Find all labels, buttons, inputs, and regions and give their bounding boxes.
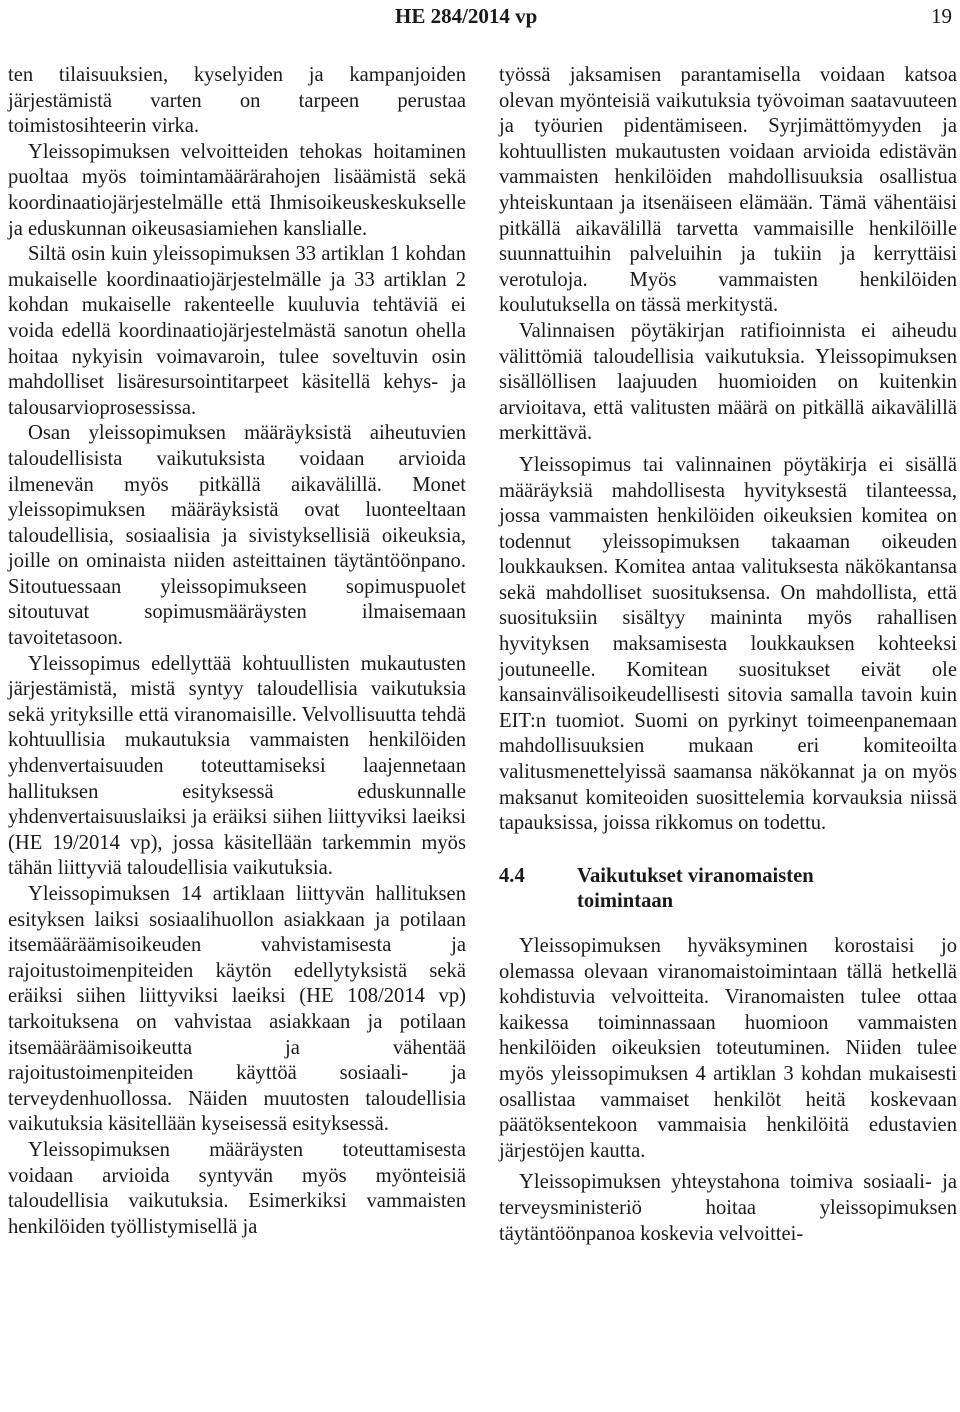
section-number: 4.4 <box>499 864 525 887</box>
paragraph: työssä jaksamisen parantamisella voidaan katsoa olevan myönteisiä vaikutuksia työvoiman saatavuuteen ja työurien pidentämiseen. Syrjimättömyyden ja kohtuullisten mukautusten voidaan arvioida edistävän vammaisten henkilöiden mahdollisuuksia osallistua yhteiskuntaan ja itsenäiseen elämään. Tämä vähentäisi pitkällä aikavälillä tarvetta vammaisille henkilöille suunnattuihin palveluihin ja tukiin ja kerryttäisi verotuloja. Myös vammaisten henkilöiden koulutuksella on tässä merkitystä. <box>499 64 957 317</box>
document-id: HE 284/2014 vp <box>395 4 538 28</box>
left-column <box>8 63 466 1240</box>
paragraph: Yleissopimus tai valinnainen pöytäkirja ei sisällä määräyksiä mahdollisesta hyvityksestä tilanteessa, jossa vammaisten henkilöiden oikeuksien komitea on todennut yleissopimuksen takaaman oikeuden loukkauksen. Komitea antaa valituksesta näkökantansa sekä mahdolliset suosituksensa. On mahdollista, että suosituksiin sisältyy maininta myös rahallisen hyvityksen maksamisesta loukkauksen kohteeksi joutuneelle. Komitean suositukset eivät ole kansainvälisoikeudellisesti sitovia samalla tavoin kuin EIT:n tuomiot. Suomi on pyrkinyt toimeenpanemaan mahdollisuuksien mukaan eri komiteoilta valitusmenettelyissä saamansa näkökannat ja on myös maksanut komiteoiden suosittelemia korvauksia niissä tapauksissa, joissa rikkomus on todettu. <box>499 453 957 835</box>
paragraph: Yleissopimus edellyttää kohtuullisten mukautusten järjestämistä, mistä syntyy taloudellisia vaikutuksia sekä yrityksille että viranomaisille. Velvollisuutta tehdä kohtuullisia mukautuksia vammaisten henkilöiden yhdenvertaisuuden toteuttamiseksi laajennetaan hallituksen esityksessä eduskunnalle yhdenvertaisuuslaiksi ja eräiksi siihen liittyviksi laeiksi (HE 19/2014 vp), jossa käsitellään tarkemmin myös tähän liittyviä taloudellisia vaikutuksia. <box>8 652 466 880</box>
page-header <box>0 0 960 34</box>
page-number: 19 <box>931 4 952 28</box>
paragraph: Yleissopimuksen määräysten toteuttamisesta voidaan arvioida syntyvän myös myönteisiä taloudellisia vaikutuksia. Esimerkiksi vammaisten henkilöiden työllistymisellä ja <box>8 1138 466 1238</box>
paragraph: Yleissopimuksen hyväksyminen korostaisi jo olemassa olevaan viranomaistoimintaan tällä hetkellä kohdistuvia velvoitteita. Viranomaisten tulee ottaa kaikessa toiminnassaan huomioon vammaisten henkilöiden oikeuksien toteutuminen. Niiden tulee myös yleissopimuksen 4 artiklan 3 kohdan mukaisesti osallistaa vammaiset henkilöt heitä koskevaan päätöksentekoon vammaisia henkilöitä edustavien järjestöjen kautta. <box>499 935 957 1162</box>
section-title: Vaikutukset viranomaisten toimintaan <box>577 864 814 913</box>
paragraph: Yleissopimuksen yhteystahona toimiva sosiaali- ja terveysministeriö hoitaa yleissopimuksen täytäntöönpanoa koskevia velvoittei- <box>499 1171 957 1245</box>
paragraph: Siltä osin kuin yleissopimuksen 33 artiklan 1 kohdan mukaiselle koordinaatiojärjestelmälle ja 33 artiklan 2 kohdan mukaiselle rakenteelle kuuluvia tehtäviä ei voida edellä koordinaatiojärjestelmästä sanotun ohella hoitaa nykyisin voimavaroin, tulee soveltuvin osin mahdolliset lisäresursointitarpeet käsitellä kehys- ja talousarvioprosessissa. <box>8 243 466 419</box>
paragraph: Valinnaisen pöytäkirjan ratifioinnista ei aiheudu välittömiä taloudellisia vaikutuksia. Yleissopimuksen sisällöllisen laajuuden huomioiden on kuitenkin arvioitava, että valitusten määrä on pitkällä aikavälillä merkittävä. <box>499 319 957 445</box>
paragraph: ten tilaisuuksien, kyselyiden ja kampanjoiden järjestämistä varten on tarpeen perustaa toimistosihteerin virka. <box>8 64 466 138</box>
paragraph: Yleissopimuksen 14 artiklaan liittyvän hallituksen esityksen laiksi sosiaalihuollon asiakkaan ja potilaan itsemääräämisoikeuden vahvistamisesta ja rajoitustoimenpiteiden käytön edellytyksistä sekä eräiksi siihen liittyviksi laeiksi (HE 108/2014 vp) tarkoituksena on vahvistaa asiakkaan ja potilaan itsemääräämisoikeutta ja vähentää rajoitustoimenpiteiden käyttöä sosiaali- ja terveydenhuollossa. Näiden muutosten taloudellisia vaikutuksia käsitellään kyseisessä esityksessä. <box>8 883 466 1136</box>
right-column <box>499 63 957 1247</box>
paragraph: Osan yleissopimuksen määräyksistä aiheutuvien taloudellisista vaikutuksista voidaan arvioida ilmenevän myös pitkällä aikavälillä. Monet yleissopimuksen määräyksistä ovat luonteeltaan taloudellisia, sosiaalisia ja sivistyksellisiä oikeuksia, joille on ominaista niiden asteittainen täytäntöönpano. Sitoutuessaan yleissopimukseen sopimuspuolet sitoutuvat sopimusmääräysten ilmaisemaan tavoitetasoon. <box>8 422 466 650</box>
paragraph: Yleissopimuksen velvoitteiden tehokas hoitaminen puoltaa myös toimintamäärärahojen lisäämistä sekä koordinaatiojärjestelmälle että Ihmisoikeuskeskukselle ja eduskunnan oikeusasiamiehen kanslialle. <box>8 140 466 240</box>
section-heading <box>499 864 957 915</box>
